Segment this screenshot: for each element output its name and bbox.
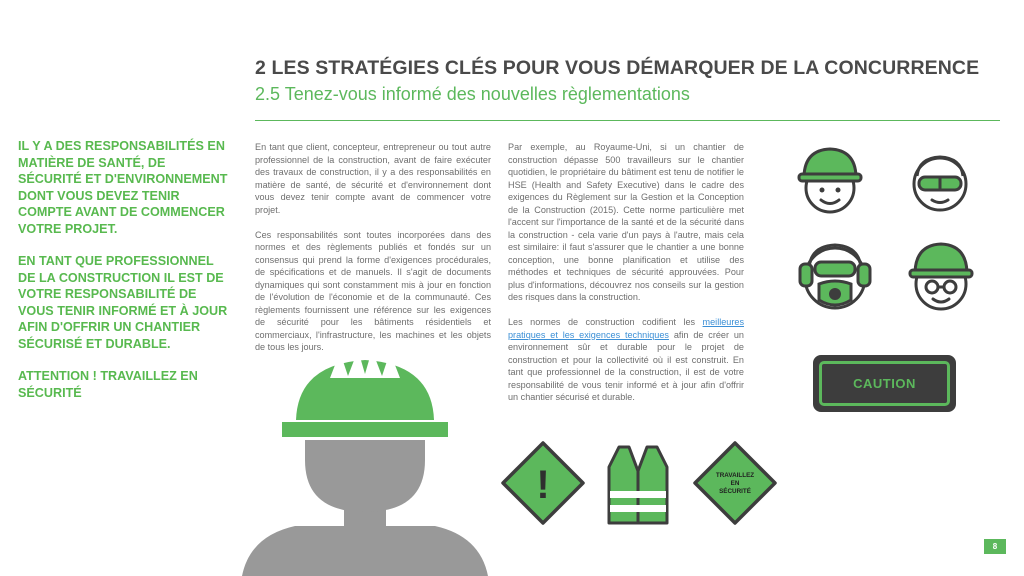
sidebar-paragraph-attention: ATTENTION ! TRAVAILLEZ EN SÉCURITÉ bbox=[18, 369, 198, 400]
body-column-left bbox=[255, 141, 491, 366]
worker-shoulders-shape bbox=[242, 526, 488, 576]
caution-sign-inner bbox=[819, 361, 950, 406]
warning-sign-icon bbox=[500, 440, 586, 526]
sidebar-paragraph-professional: EN TANT QUE PROFESSIONNEL DE LA CONSTRUCTION IL EST DE VOTRE RESPONSABILITÉ DE VOUS TENIR INFORMÉ ET À JOUR AFIN D'OFFRIR UN CHANTIER SÉCURISÉ ET DURABLE. bbox=[18, 254, 228, 351]
body-paragraph: En tant que client, concepteur, entrepreneur ou tout autre professionnel de la construction, avant de faire exécuter des travaux de construction, il y a des responsabilités en matière de santé, de sécurité et d'environnement dont vous devez tenir compte avant de commencer votre projet. bbox=[255, 142, 491, 215]
helmet-brim-shape bbox=[282, 422, 448, 437]
worker-face-helmet-glasses-icon bbox=[905, 240, 977, 314]
body-paragraph: Ces responsabilités sont toutes incorporées dans des normes et des règlements publiés et fondés sur un consensus qui prend la forme d'exigences procédurales, de spécifications et de manuels. Il s'agit de documents dynamiques qui sont constamment mis à jour en fonction de l'évolution de l'économie et de la communauté. Ces règlements fournissent une référence sur les exigences de sécurité pour les bâtiments résidentiels et commerciaux, l'infrastructure, les machines et les objets de tous les jours. bbox=[255, 229, 491, 352]
caution-label: CAUTION bbox=[853, 376, 916, 391]
best-practices-link[interactable]: meilleures pratiques et les exigences techniques bbox=[508, 317, 744, 340]
caution-sign bbox=[813, 355, 956, 412]
page-title: 2 LES STRATÉGIES CLÉS POUR VOUS DÉMARQUER DE LA CONCURRENCE bbox=[255, 57, 980, 79]
highlight-sidebar bbox=[18, 138, 230, 417]
helmet-dome-shape bbox=[296, 360, 434, 420]
worker-face-gasmask-icon bbox=[795, 238, 875, 316]
worker-helmet-illustration bbox=[240, 350, 490, 576]
body-paragraph: Par exemple, au Royaume-Uni, si un chantier de construction dépasse 500 travailleurs sur le chantier quotidien, le propriétaire du bâtiment est tenu de notifier le HSE (Health and Safety Executive) dans le cadre des exigences du Règlement sur la Gestion et la Conception de la Construction (2015). Cette norme particulière met l'accent sur l'importance de la santé et de la sécurité dans la construction - cela varie d'un pays à l'autre, mais cela est similaire: il faut s'assurer que le chantier a une bonne conception, une bonne planification et utilise des méthodes et techniques de sécurité approuvées. Pour plus d'informations, découvrez nos conseils sur la gestion des risques dans la construction. bbox=[508, 142, 744, 302]
sign-line: TRAVAILLEZ bbox=[715, 472, 755, 479]
body-column-right bbox=[508, 141, 744, 416]
body-paragraph bbox=[508, 316, 744, 404]
sidebar-paragraph-responsibilities: IL Y A DES RESPONSABILITÉS EN MATIÈRE DE SANTÉ, DE SÉCURITÉ ET D'ENVIRONNEMENT DONT VOUS DEVEZ TENIR COMPTE AVANT DE COMMENCER VOTRE PROJET. bbox=[18, 139, 228, 236]
body-text: afin de créer un environnement sûr et durable pour le projet de construction et pour la collectivité où il est construit. En tant que professionnel de la construction, il est de votre responsabilité de vous tenir informé et à jour afin d'offrir un chantier sécurisé et durable. bbox=[508, 329, 744, 402]
worker-face-shape bbox=[305, 440, 425, 512]
worker-face-goggles-icon bbox=[905, 148, 975, 218]
worker-face-helmet-icon bbox=[795, 145, 865, 217]
warning-exclamation: ! bbox=[536, 463, 550, 507]
sign-line: SÉCURITÉ bbox=[719, 488, 751, 495]
page-number-badge: 8 bbox=[984, 539, 1006, 554]
body-text: Les normes de construction codifient les bbox=[508, 317, 703, 327]
work-safely-sign-text bbox=[700, 472, 770, 496]
safety-vest-icon bbox=[605, 445, 671, 527]
title-divider bbox=[255, 120, 1000, 121]
section-subtitle: 2.5 Tenez-vous informé des nouvelles règlementations bbox=[255, 84, 690, 104]
sign-line: EN bbox=[730, 480, 740, 487]
